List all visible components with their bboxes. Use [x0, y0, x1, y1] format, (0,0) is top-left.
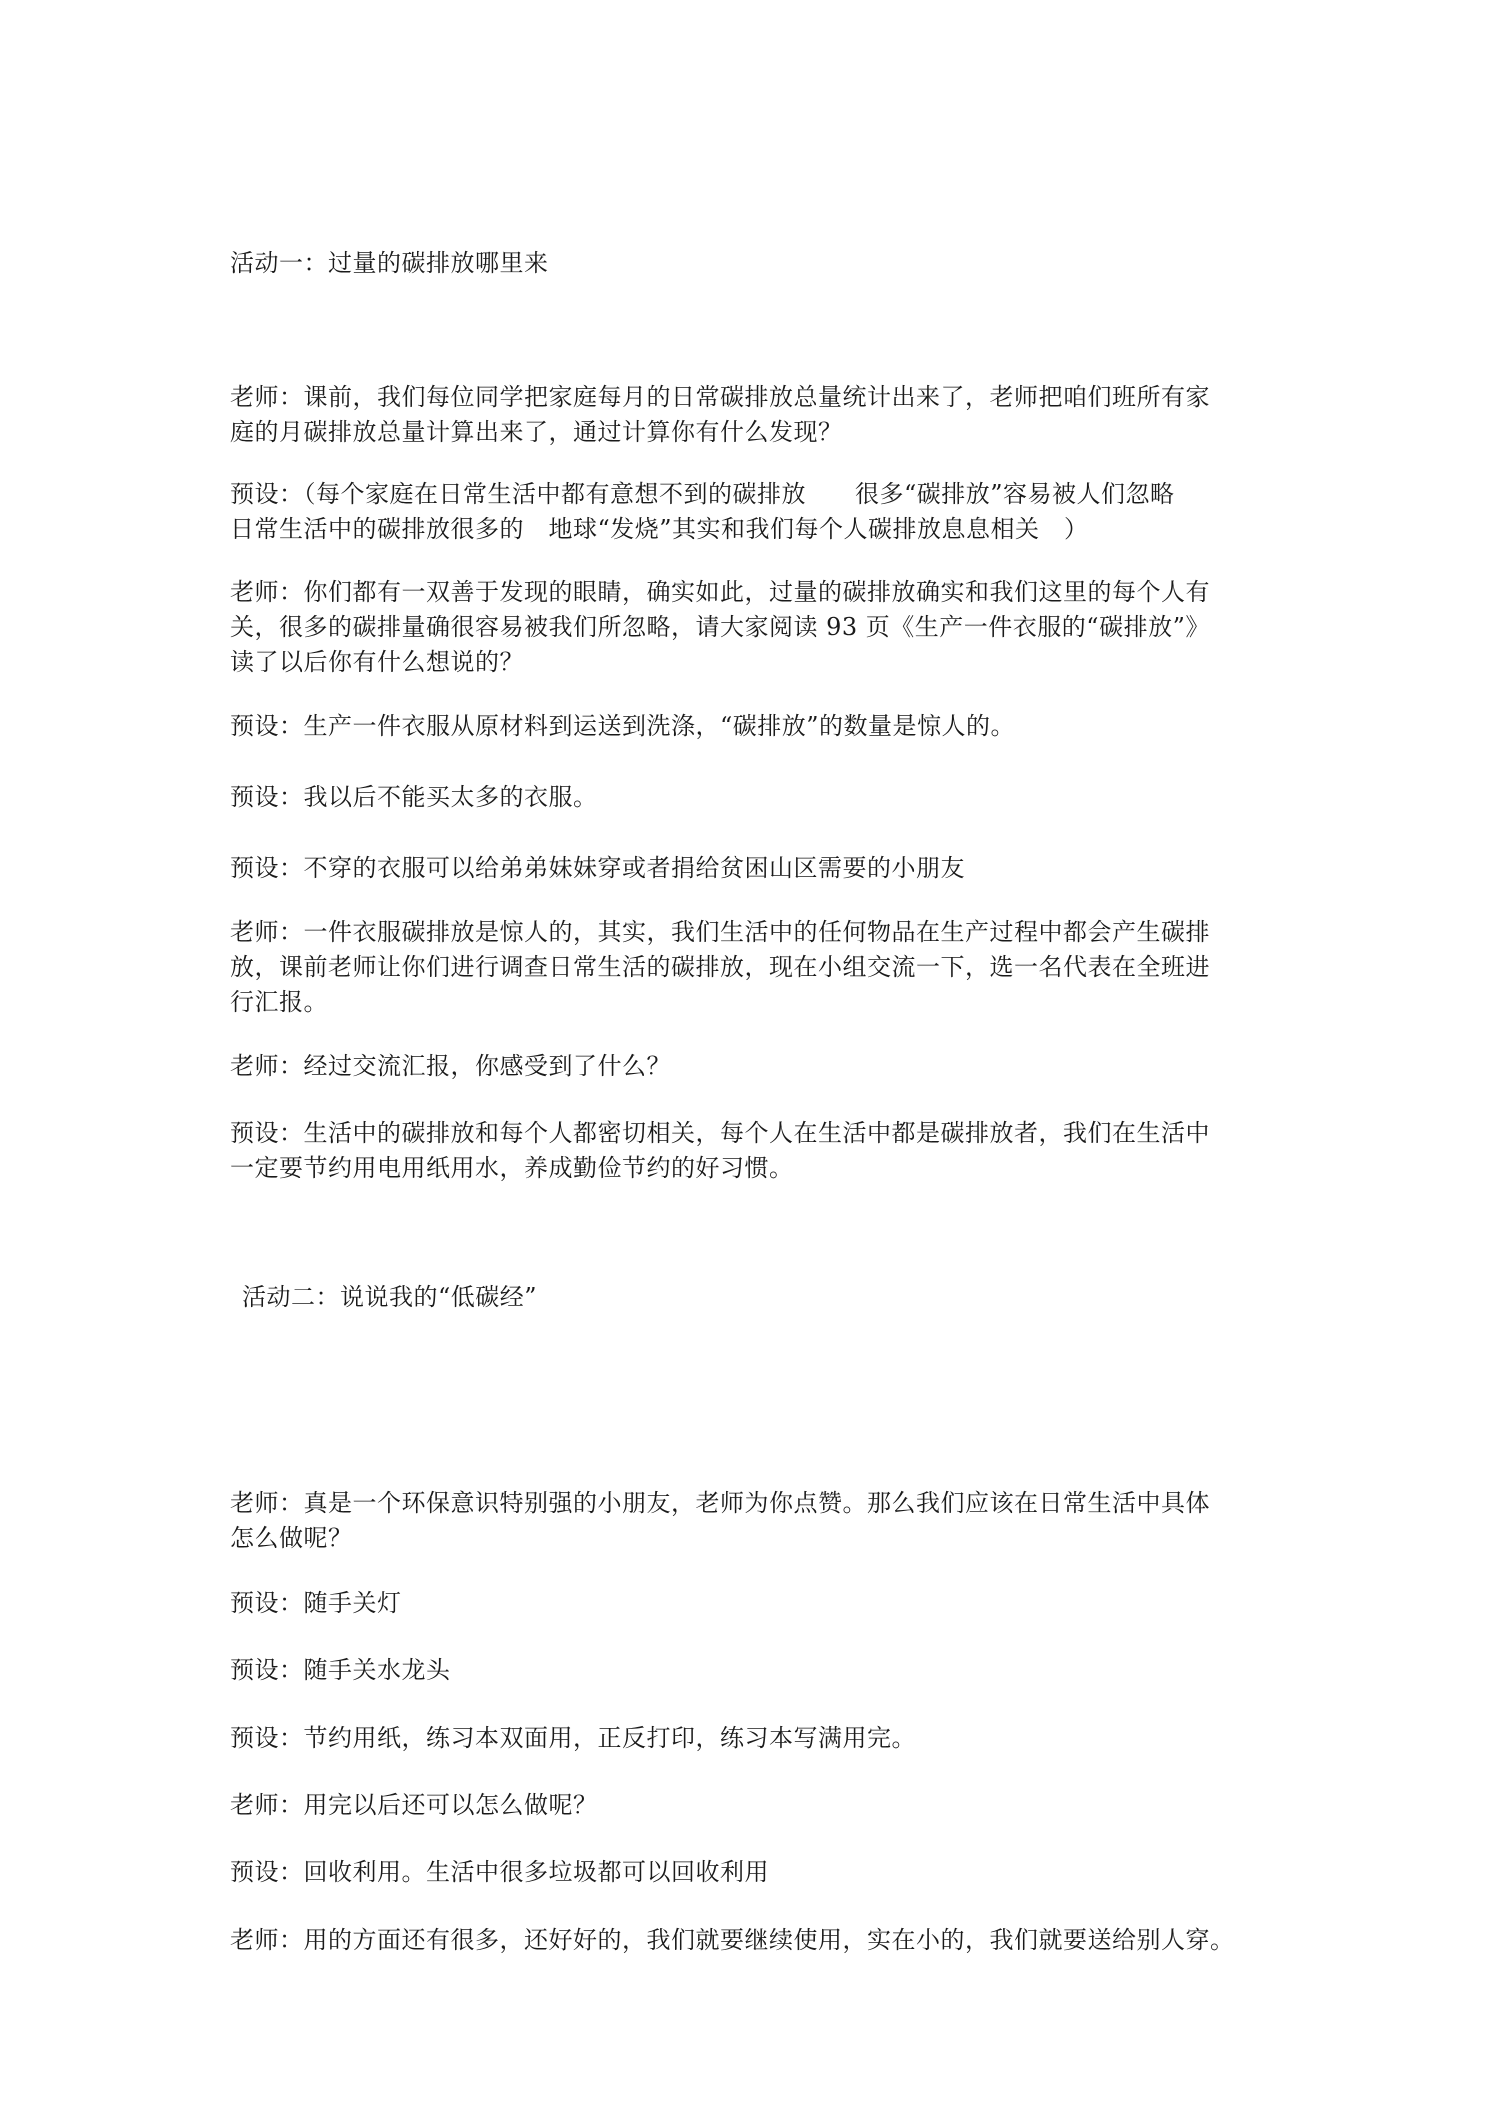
- paragraph-line: 日常生活中的碳排放很多的 地球“发烧”其实和我们每个人碳排放息息相关 ）: [230, 515, 1089, 543]
- paragraph-line: 预设：不穿的衣服可以给弟弟妹妹穿或者捐给贫困山区需要的小朋友: [230, 854, 965, 882]
- paragraph-line: 老师：经过交流汇报，你感受到了什么？: [230, 1052, 671, 1080]
- paragraph-line: 预设：随手关灯: [230, 1589, 402, 1617]
- paragraph-line: 怎么做呢？: [230, 1524, 353, 1552]
- paragraph-line: 庭的月碳排放总量计算出来了，通过计算你有什么发现？: [230, 418, 843, 446]
- activity1-heading: 活动一：过量的碳排放哪里来: [230, 249, 549, 277]
- paragraph-line: 老师：一件衣服碳排放是惊人的，其实，我们生活中的任何物品在生产过程中都会产生碳排: [230, 918, 1210, 946]
- paragraph-line: 预设：节约用纸，练习本双面用，正反打印，练习本写满用完。: [230, 1724, 916, 1752]
- paragraph-line: 关，很多的碳排量确很容易被我们所忽略，请大家阅读 93 页《生产一件衣服的“碳排放”》: [230, 613, 1210, 641]
- paragraph-line: 老师：用完以后还可以怎么做呢？: [230, 1791, 598, 1819]
- paragraph-line: 预设：生活中的碳排放和每个人都密切相关，每个人在生活中都是碳排放者，我们在生活中: [230, 1119, 1210, 1147]
- paragraph-line: 读了以后你有什么想说的？: [230, 648, 524, 676]
- paragraph-line: 预设：回收利用。生活中很多垃圾都可以回收利用: [230, 1858, 769, 1886]
- activity2-heading: 活动二：说说我的“低碳经”: [242, 1283, 538, 1311]
- paragraph-line: 放，课前老师让你们进行调查日常生活的碳排放，现在小组交流一下，选一名代表在全班进: [230, 953, 1210, 981]
- paragraph-line: 老师：用的方面还有很多，还好好的，我们就要继续使用，实在小的，我们就要送给别人穿。: [230, 1926, 1235, 1954]
- paragraph-line: 行汇报。: [230, 988, 328, 1016]
- paragraph-line: 预设：我以后不能买太多的衣服。: [230, 783, 598, 811]
- paragraph-line: 一定要节约用电用纸用水，养成勤俭节约的好习惯。: [230, 1154, 794, 1182]
- paragraph-line: 预设：生产一件衣服从原材料到运送到洗涤，“碳排放”的数量是惊人的。: [230, 712, 1016, 740]
- paragraph-line: 老师：真是一个环保意识特别强的小朋友，老师为你点赞。那么我们应该在日常生活中具体: [230, 1489, 1210, 1517]
- paragraph-line: 老师：课前，我们每位同学把家庭每月的日常碳排放总量统计出来了，老师把咱们班所有家: [230, 383, 1210, 411]
- paragraph-line: 老师：你们都有一双善于发现的眼睛，确实如此，过量的碳排放确实和我们这里的每个人有: [230, 578, 1210, 606]
- paragraph-line: 预设：随手关水龙头: [230, 1656, 451, 1684]
- paragraph-line: 预设：（每个家庭在日常生活中都有意想不到的碳排放 很多“碳排放”容易被人们忽略: [230, 480, 1175, 508]
